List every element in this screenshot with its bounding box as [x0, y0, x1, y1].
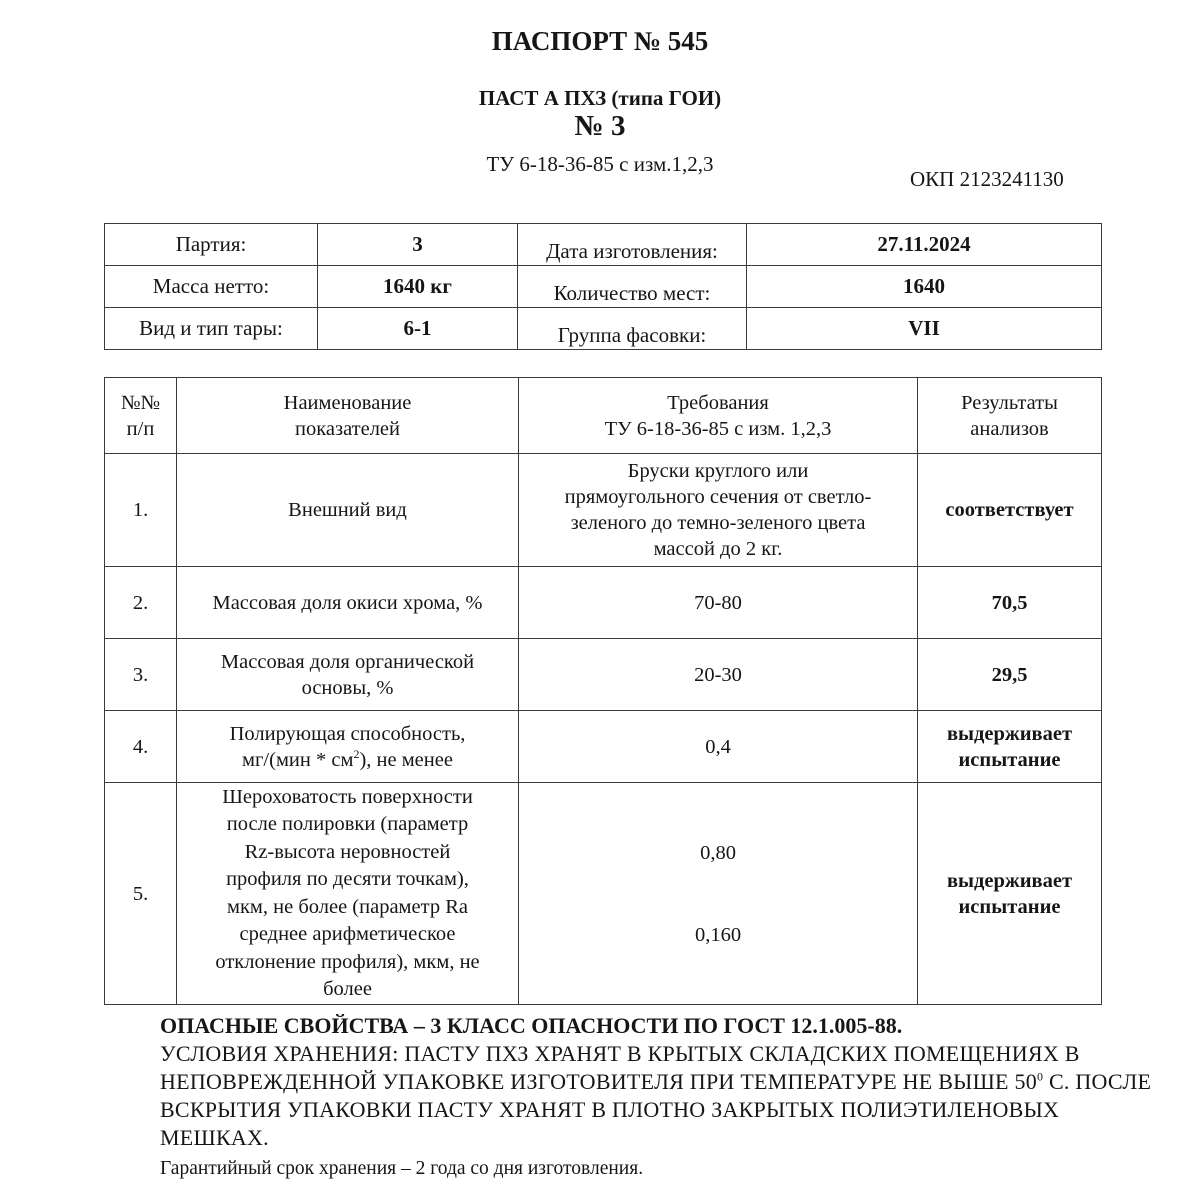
row-requirement	[519, 783, 918, 1005]
text-line: Бруски круглого или	[627, 460, 809, 482]
row-name: Массовая доля окиси хрома, %	[177, 567, 519, 639]
batch-info-row	[105, 266, 1102, 308]
row-name	[177, 711, 519, 783]
text-line: отклонение профиля), мкм, не	[215, 950, 480, 973]
text-line: более	[323, 978, 372, 1000]
header-text: анализов	[970, 417, 1049, 440]
date-label: Дата изготовления:	[518, 224, 747, 266]
row-requirement	[519, 454, 918, 567]
text-fragment: С. ПОСЛЕ ВСКРЫТИЯ УПАКОВКИ ПАСТУ ХРАНЯТ В ПЛОТНО ЗАКРЫТЫХ ПОЛИЭТИЛЕНОВЫХ МЕШКАХ.	[160, 1069, 1152, 1150]
row-name	[177, 639, 519, 711]
row-number: 1.	[105, 454, 177, 567]
text-line: испытание	[958, 748, 1061, 771]
places-value: 1640	[747, 266, 1102, 308]
table-row	[105, 454, 1102, 567]
rz-value: 0,80	[700, 841, 736, 864]
text-line: после полировки (параметр	[226, 813, 469, 835]
date-value: 27.11.2024	[747, 224, 1102, 266]
warranty-statement: Гарантийный срок хранения – 2 года со дня изготовления.	[160, 1158, 644, 1179]
batch-value: 3	[318, 224, 518, 266]
row-result	[918, 711, 1102, 783]
mass-label: Масса нетто:	[105, 266, 318, 308]
header-text: Результаты	[961, 391, 1058, 414]
text-fragment: УСЛОВИЯ ХРАНЕНИЯ: ПАСТУ ПХЗ ХРАНЯТ В КРЫТЫХ СКЛАДСКИХ ПОМЕЩЕНИЯХ В НЕПОВРЕЖДЕННОЙ УПАКОВКЕ ИЗГОТОВИТЕЛЯ ПРИ ТЕМПЕРАТУРЕ НЕ ВЫШЕ 50	[160, 1041, 1080, 1094]
header-text: Наименование	[283, 391, 412, 414]
row-number: 2.	[105, 567, 177, 639]
text-line: профиля по десяти точкам),	[226, 868, 469, 890]
tare-value: 6-1	[318, 308, 518, 350]
text-fragment: ), не менее	[359, 748, 453, 771]
row-result: 29,5	[918, 639, 1102, 711]
text-line: выдерживает	[946, 869, 1073, 892]
batch-info-table	[104, 223, 1102, 350]
text-line: Массовая доля органической	[220, 650, 475, 673]
text-line: Полирующая способность,	[229, 722, 466, 745]
tu-reference: ТУ 6-18-36-85 с изм.1,2,3	[486, 152, 714, 176]
text-line: прямоугольного сечения от светло-	[564, 486, 872, 508]
row-requirement: 70-80	[519, 567, 918, 639]
header-number	[105, 378, 177, 454]
spacer	[519, 866, 917, 922]
row-name	[177, 783, 519, 1005]
text-line	[177, 747, 518, 773]
text-line: среднее арифметическое	[239, 923, 456, 945]
header-text: ТУ 6-18-36-85 с изм. 1,2,3	[604, 417, 832, 440]
analysis-table	[104, 377, 1102, 1005]
header-text: п/п	[126, 417, 155, 440]
mass-value: 1640 кг	[318, 266, 518, 308]
text-line: основы, %	[301, 676, 394, 699]
storage-conditions	[160, 1040, 1160, 1152]
product-number: № 3	[574, 110, 626, 142]
table-row	[105, 711, 1102, 783]
header-text: №№	[120, 391, 161, 414]
text-line: испытание	[958, 895, 1061, 918]
group-value: VII	[747, 308, 1102, 350]
header-requirements	[519, 378, 918, 454]
row-requirement: 20-30	[519, 639, 918, 711]
row-result: 70,5	[918, 567, 1102, 639]
batch-label: Партия:	[105, 224, 318, 266]
row-name: Внешний вид	[177, 454, 519, 567]
document-title: ПАСПОРТ № 545	[491, 26, 709, 56]
superscript: 0	[1036, 1069, 1044, 1084]
text-line: Шероховатость поверхности	[222, 785, 473, 808]
header-text: показателей	[295, 417, 400, 440]
footer-notes	[160, 1012, 1160, 1183]
hazard-statement: ОПАСНЫЕ СВОЙСТВА – 3 КЛАСС ОПАСНОСТИ ПО ГОСТ 12.1.005-88.	[160, 1013, 903, 1038]
row-number: 5.	[105, 783, 177, 1005]
ra-value: 0,160	[694, 923, 742, 946]
superscript: 2	[353, 746, 360, 761]
okp-code: ОКП 2123241130	[910, 167, 1064, 191]
row-number: 3.	[105, 639, 177, 711]
places-label: Количество мест:	[518, 266, 747, 308]
text-fragment: мг/(мин * см	[242, 748, 354, 771]
table-row	[105, 783, 1102, 1005]
row-requirement: 0,4	[519, 711, 918, 783]
table-row	[105, 567, 1102, 639]
group-label: Группа фасовки:	[518, 308, 747, 350]
text-line: зеленого до темно-зеленого цвета	[570, 512, 866, 534]
tare-label: Вид и тип тары:	[105, 308, 318, 350]
table-header-row	[105, 378, 1102, 454]
text-line: выдерживает	[946, 722, 1073, 745]
text-line: мкм, не более (параметр Ra	[227, 895, 468, 918]
batch-info-row	[105, 224, 1102, 266]
text-line: Rz-высота неровностей	[244, 840, 451, 863]
header-results	[918, 378, 1102, 454]
row-result	[918, 783, 1102, 1005]
row-number: 4.	[105, 711, 177, 783]
batch-info-row	[105, 308, 1102, 350]
table-row	[105, 639, 1102, 711]
product-name: ПАСТ А ПХЗ (типа ГОИ)	[478, 86, 722, 110]
header-text: Требования	[667, 391, 769, 414]
text-line: массой до 2 кг.	[653, 538, 783, 560]
row-result: соответствует	[918, 454, 1102, 567]
header-name	[177, 378, 519, 454]
